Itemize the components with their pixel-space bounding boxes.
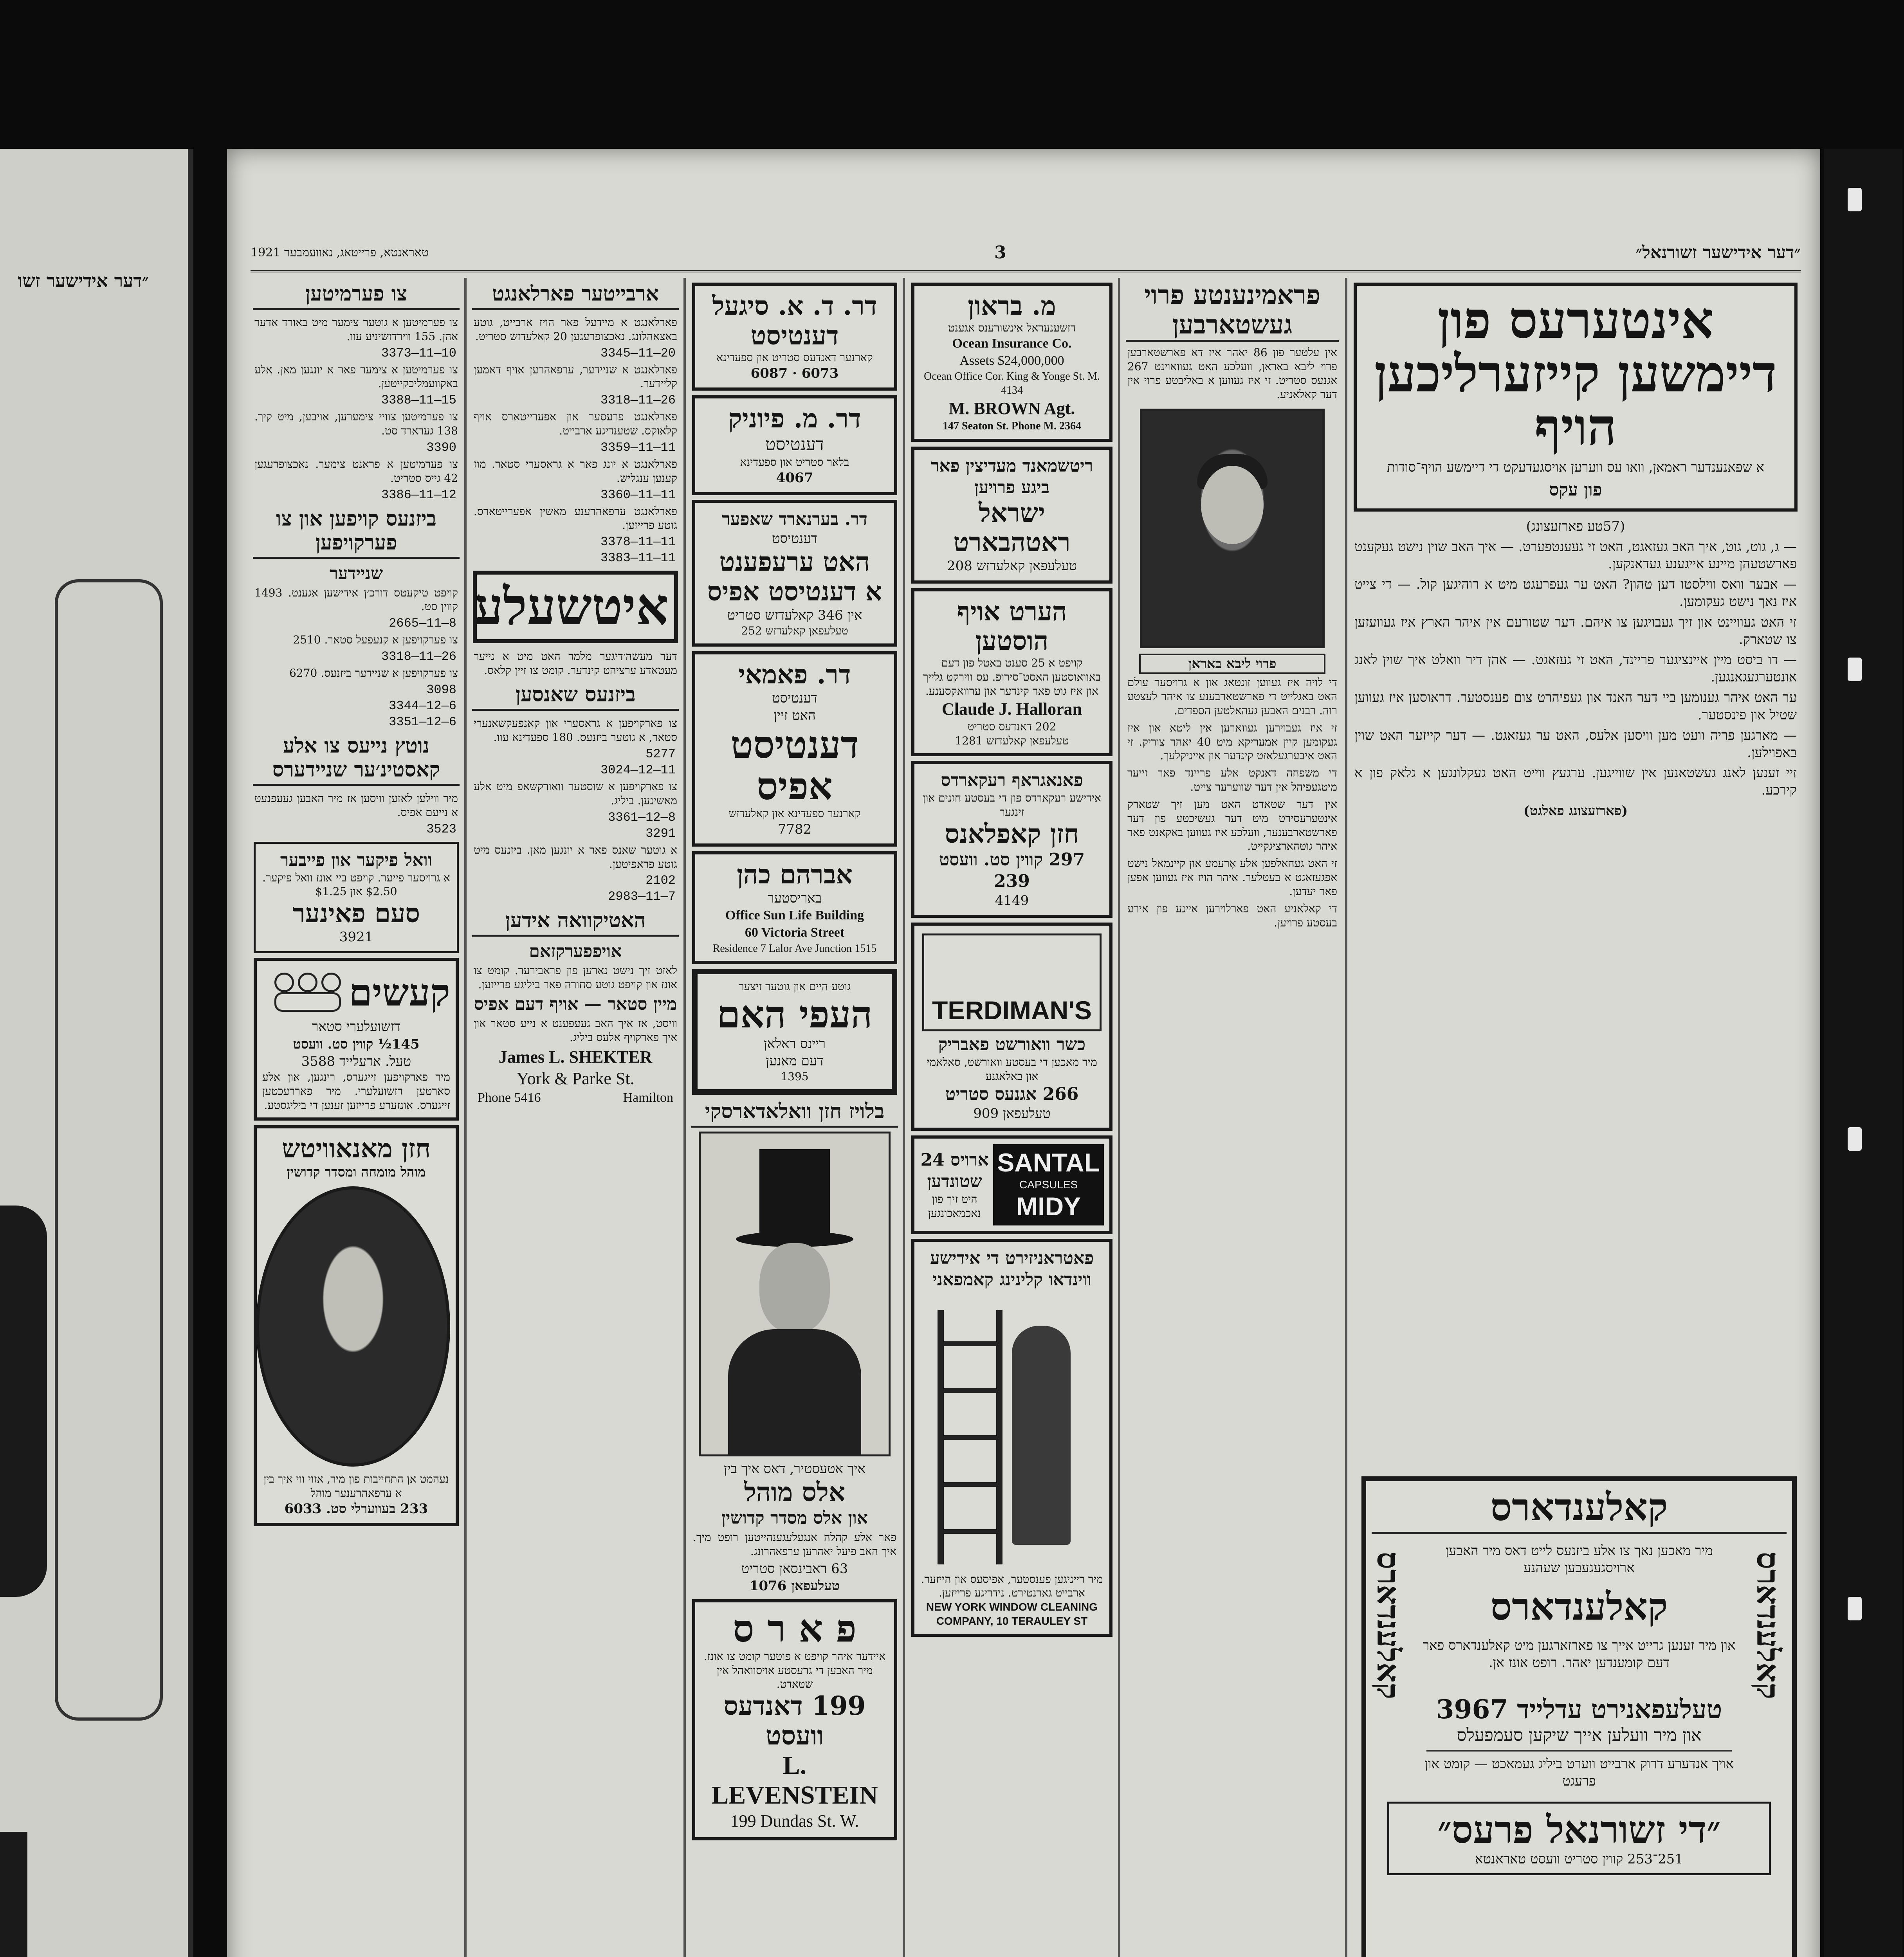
classified-code: 3378—11—11 (600, 535, 676, 550)
window-cleaner-figure (1012, 1326, 1071, 1545)
wool-code: 3921 (339, 929, 373, 945)
mohel-address: 63 ראבינסאן סטריט (741, 1561, 848, 1577)
ad-brown-assets: Assets $24,000,000 (959, 353, 1064, 368)
serial-paragraph: — מארגען פריה וועט מען וויסען אלעס, האט ער געזאגט. — דער קייזער האט שוין באפוילען. (1354, 727, 1797, 760)
classified-code: 5277 (645, 747, 676, 762)
pyoonik-name: דר. מ. פיוניק (728, 403, 861, 434)
itshele-body: דער מעשה׳דיגער מלמד האט מיט א נייער מעטאדע ערציהט קינדער. קומט צו זיין קלאס. (474, 649, 677, 677)
classified-item: פארלאנגט א שניידער, ערפאהרען אויף דאמען קליידער. (474, 363, 677, 390)
serial-to-be-continued: (פארזעצונג פאלגט) (1523, 803, 1628, 819)
classified-code: 3359—11—11 (600, 440, 676, 455)
business-title: ביזנעס קויפען און צו פערקויפען (253, 507, 460, 559)
ad-brown-line: דזשענעראל אינשורענס אגענט (948, 321, 1076, 334)
ladder-rung (938, 1529, 1000, 1534)
obituary-paragraph: די לויה איז געווען זונטאג און א גרויסער עולם האט באגלייט די פארשטארבענע צו איהר לעצטע רוה. רבנים האבען געהאלטען הספדים. (1127, 676, 1337, 717)
calendar-ad-side-text: קאלענדארס (1370, 1552, 1407, 1699)
ad-records (911, 761, 1112, 918)
ad-cough-body: קויפט א 25 סענט באטל פון דעם באוואוסטען האסט־סירופ. עס ווירקט גלייך און איז גוט פאר קינדער און ערוואקסענע. (923, 656, 1101, 697)
classified-code: 3351—12—6 (389, 714, 456, 729)
wool-title: וואל פיקער און פייבער (280, 850, 433, 870)
top-hat (759, 1149, 830, 1235)
classified-item: צו פערקויפען א שניידער ביזנעס. 6270 (289, 667, 458, 680)
ring-icon (267, 969, 345, 1016)
serial-paragraph: — ג, גוט, גוט, איך האב געזאגט, האט זי געענטפערט. — איך האב שוין נישט געקענט פארשטעהן מיינע אייגענע געדאנקען. (1354, 539, 1797, 572)
column-ads-a (908, 278, 1116, 1957)
obituary-paragraph: די קאלאניע האט פארלוירען איינע פון אירע בעסטע פרויען. (1127, 902, 1337, 929)
wool-name: סעם פאינער (292, 898, 420, 929)
serial-paragraph: זי האט געוויינט און זיך געבויגען צו איהם. דער שטורעם אין איהר הארץ איז געוועזען צו שטארק. (1354, 614, 1797, 647)
portrait-face (1201, 466, 1264, 544)
kesim-title: קעשים (349, 970, 450, 1015)
press-city: טאראנטא (1475, 1851, 1526, 1867)
column-obituary (1123, 278, 1341, 1957)
wool-body: א גרויסער פייער. קויפט ביי אונז וואל פיקער. $2.50 און $1.25 (262, 871, 450, 898)
classified-item: צו פערמיטען א פראנט צימער. נאכצופרעגען 42 גייס סטריט. (254, 457, 458, 485)
classified-item: צו פערקויפען א קנעפעל סטאר. 2510 (293, 633, 458, 647)
ad-brown-insurance (911, 283, 1112, 442)
film-right-edge (1824, 149, 1902, 1957)
chazan-address: 233 בעווערלי סט. 6033 (284, 1501, 428, 1517)
ad-cough-address: 202 דאנדעס סטריט (967, 720, 1057, 733)
obituary-portrait (1140, 409, 1325, 648)
help-wanted-title: ארבייטער פארלאנגט (472, 282, 679, 310)
ladder-rung (938, 1435, 1000, 1440)
divider (1426, 1750, 1732, 1752)
schafer-line: א דענטיסט אפיס (707, 576, 882, 607)
classified-item: צו פערמיטען א צימער פאר א יונגען מאן. אלע באקוועמליכקייטען. (254, 363, 458, 390)
obituary-paragraph: זי האט געהאלפען אלע אָרעמע און קיינמאל נישט אפגעזאגט א בעטלער. איהר הויז איז געווען אפען פאר יעדען. (1127, 857, 1337, 898)
sprocket-hole (1848, 658, 1862, 681)
masthead (251, 239, 1801, 272)
column-ads-b (689, 278, 900, 1957)
sprocket-hole (1848, 1127, 1862, 1151)
ad-richmond-title: ריטשמאנד מעדיצין פאר ביגע פרויען (930, 456, 1093, 497)
obituary-title: פראמינענטע פרוי געשטארבען (1126, 280, 1339, 342)
obituary-lead: אין עלטער פון 86 יאהר איז דא פארשטארבען פרוי ליבא באראן, וועלכע האט געוואוינט 267 אגנעס סטריט. זי איז געווען א באליבטע פרוי אין דער קאלאניע. (1127, 346, 1337, 401)
window-company: NEW YORK WINDOW CLEANING COMPANY, 10 TERAULEY ST (926, 1601, 1098, 1627)
shekter-name: James L. SHEKTER (498, 1047, 653, 1067)
ad-cough-phone: טעלעפאן קאלעדזש 1281 (955, 734, 1069, 747)
adjacent-page-frame (55, 579, 163, 1721)
classified-code: 3390 (426, 440, 456, 455)
ad-richmond-name: ישראל ראטהבארט (953, 497, 1071, 558)
ad-brown-name: מ. בראון (968, 290, 1056, 321)
classified-code: 3523 (426, 822, 456, 836)
cohen-name: אברהם כהן (737, 859, 853, 890)
classified-item: פארלאנגט א יונג פאר א גראסערי סטאר. מוז קענען ענגליש. (474, 457, 677, 485)
hatikvah-sub: אויפפערקזאם (529, 941, 622, 962)
sprocket-hole (1848, 1597, 1862, 1620)
ad-records-phone: 4149 (995, 893, 1029, 909)
shekter-address: York & Parke St. (516, 1069, 635, 1088)
obituary-paragraph: אין דער שטאדט האט מען זיך שטארק אינטערעסירט מיט דער געשיכטע פון דער פארשטארבענער, וועלכע איז געווען באקאנט פאר איהר גוטהארציגקייט. (1127, 797, 1337, 853)
furs-name: L. LEVENSTEIN (711, 1751, 878, 1809)
calendar-ad-side-text: קאלענדארס (1750, 1552, 1787, 1699)
ad-window-cleaning (911, 1239, 1112, 1637)
ad-brown-office: Ocean Office Cor. King & Yonge St. M. 4134 (924, 370, 1100, 396)
classified-code: 3360—11—11 (600, 487, 676, 502)
notice-body: מיר ווילען לאזען וויסען אז מיר האבען געעפנעט א נייעם אפיס. (254, 791, 458, 819)
classified-code: 2102 (645, 873, 676, 888)
ad-pyoonik (692, 395, 897, 495)
ad-happy-home (692, 969, 897, 1095)
column-classifieds-a (470, 278, 681, 1957)
calendar-ad-title: קאלענדארס (1372, 1487, 1787, 1534)
ladder-rung (938, 1341, 1000, 1346)
santal-hebrew: ארויס 24 שטונדען (920, 1150, 989, 1192)
for-rent-title: צו פערמיטען (253, 282, 460, 310)
mohel-name: אלס מוהל (744, 1477, 846, 1508)
ad-chazan (254, 1125, 459, 1526)
furs-body: איידער איהר קויפט א פוטער קומט צו אונז. מיר האבען די גרעסטע אויסוואהל אין שטאדט. (703, 1649, 886, 1691)
serial-paragraph: זיי זענען לאנג געשטאנען אין שווייגען. ערגעץ ווייט האט געקלונגען א גלאק פון א קירכע. (1354, 765, 1797, 798)
siegel-name: דר. ד. א. סיגעל (712, 290, 877, 321)
pyoonik-line: בלאר סטריט און ספעדינא (740, 455, 849, 469)
ad-richmond-line: טעלעפאן קאלעדזש 208 (947, 558, 1077, 574)
chazan-bottom: נעהמט אן התחייבות פון מיר, אזוי ווי איך בין א ערפאהרענער מוהל (263, 1472, 449, 1500)
serial-paragraph: — דו ביסט מיין איינציגער פריינד, האט זי געזאגט. — אהן דיר וואלט איך שוין לאנג אונטערגעגאנגען. (1354, 652, 1797, 685)
classified-code: 3386—11—12 (381, 487, 456, 502)
classified-code: 3098 (426, 682, 456, 697)
mohel-phone: טעלעפאן 1076 (749, 1578, 840, 1594)
column-rule (683, 278, 686, 1957)
classified-code: 2665—11—8 (389, 616, 456, 631)
santal-label: SANTAL (997, 1148, 1100, 1177)
serial-continued: (57טע פארזעצונג) (1526, 518, 1625, 534)
calendar-ad-heading: קאלענדארס (1490, 1584, 1668, 1629)
hatikvah-title: האטיקוואה אידען (472, 908, 679, 937)
ad-cough-title: הערט אויף הוסטען (957, 596, 1067, 656)
column-rule (903, 278, 905, 1957)
classified-item: פארלאנגט ערפאהרענע מאשין אפערייטארס. גוטע פרייזען. (474, 505, 677, 532)
ad-brown-address: 147 Seaton St. Phone M. 2364 (943, 420, 1081, 432)
adjacent-page-large-letter (0, 1206, 47, 1597)
cohen-title: באריסטער (767, 890, 822, 906)
ad-brown-company: Ocean Insurance Co. (952, 336, 1072, 351)
terdiman-phone: טעלעפאן 909 (973, 1105, 1051, 1121)
ad-terdiman (911, 923, 1112, 1131)
chazan-title: חזן מאנאוויטש (281, 1133, 431, 1164)
siegel-phone: 6073 (801, 365, 839, 381)
schafer-line: האט ערעפענט (719, 546, 870, 577)
classified-item: א גוטער שאנס פאר א יונגען מאן. ביזנעס מיט גוטע פראפיטען. (474, 843, 677, 870)
ad-siegel: דר. ד. א. סיגעל דענטיסט קארנער דאנדעס סטריט און ספעדינא 6073 · 6087 (692, 283, 897, 391)
santal-label: CAPSULES (1019, 1178, 1078, 1191)
chazan-portrait (256, 1186, 450, 1467)
happy-line: ריינס ראלאן (764, 1036, 826, 1052)
calendar-ad-line: אויך אנדערע דרוק ארבייט ווערט ביליג געמאכט — קומט און פרעגט (1424, 1756, 1734, 1789)
mohel-body: פאר אלע קהלה אנגעלעגענהייטען רופט מיך. איך האב פיעל יאהרען ערפאהרונג. (693, 1531, 896, 1558)
classified-code: 2983—11—7 (608, 889, 676, 904)
notice-title: נוטץ נייעס צו אלע קאסטינ׳ער שניידערס (253, 734, 460, 786)
calendar-ad (1361, 1476, 1797, 1957)
classified-code: 3024—12—11 (600, 763, 676, 778)
pyoonik-title: דענטיסט (765, 434, 824, 454)
window-body: מיר רייניגען פענסטער, אפיסעס און הייזער. ארבייט גארנטירט. נידריגע פרייזען. (921, 1572, 1103, 1600)
cohen-office: Office Sun Life Building (725, 908, 864, 923)
happy-line: דעם מאנען (766, 1053, 824, 1069)
itshele-box (473, 571, 678, 643)
column-serial-story (1350, 278, 1801, 1957)
paper-name: ״דער אידישער זשורנאל״ (1635, 243, 1801, 263)
ladder-man-illustration (926, 1294, 1098, 1568)
ad-records-line: אידישע רעקארדס פון די בעסטע חזנים און זינגער (923, 791, 1101, 819)
hatikvah-body: לאזט זיך נישט נארען פון פראבירער. קומט צו אונז און קויפט גוטע סחורה פאר ביליגע פרייזען. (474, 964, 677, 991)
classified-code: 3388—11—15 (381, 393, 456, 408)
ad-santal (911, 1135, 1112, 1234)
classified-code: 3344—12—6 (389, 698, 456, 713)
classified-item: צו פערמיטען א גוטער צימער מיט באורד אדער אהן. 155 ווירדזשיניע עוו. (254, 316, 458, 343)
ad-furs (692, 1599, 897, 1840)
portrait-head (759, 1243, 830, 1333)
volodarsky-portrait (699, 1132, 891, 1456)
happy-line: גוטע היים און גוטער זיצער (738, 980, 851, 993)
terdiman-address: 266 אגנעס סטריט (945, 1084, 1079, 1104)
mohel-sub: און אלס מסדר קדושין (721, 1508, 868, 1528)
santal-sub: היט זיך פון נאכמאכונגען (928, 1193, 981, 1220)
adjacent-page-bar (0, 1832, 27, 1957)
adjacent-page-header: ״דער אידישער זשו (18, 270, 149, 291)
column-rule (464, 278, 467, 1957)
siegel-title: דענטיסט (750, 320, 839, 351)
ad-records-address: 297 קווין סט. וועסט (939, 850, 1085, 870)
pomo-phone: 7782 (777, 821, 812, 837)
ad-records-number: 239 (994, 871, 1030, 892)
furs-name-address: 199 Dundas St. W. (730, 1811, 859, 1831)
newspaper-page (227, 149, 1820, 1957)
schafer-line: אין 346 קאלעדזש סטריט (727, 607, 862, 623)
shekter-body: וויסט, אז איך האב געעפענט א נייע סטאר און איך פארקויף אלעס ביליג. (474, 1017, 677, 1044)
pomo-heading: דענטיסט אפיס (730, 722, 859, 808)
kesim-address: 145½ קווין סט. וועסט (293, 1036, 420, 1052)
sprocket-hole (1848, 188, 1862, 211)
classified-item: פארלאנגט א מיידעל פאר הויז ארבייט, גוטע באצאהלונג. נאכצופרעגען 20 קאלעדזש סטריט. (474, 316, 677, 343)
obituary-paragraph: זי איז געבוירען געווארען אין ליטא און איז געקומען קיין אמעריקא מיט 40 יאהר צוריק. זי האט איבערגעלאזט קינדער און אייניקלעך. (1127, 721, 1338, 762)
classified-item: פארלאנגט פרעסער און אפערייטארס אויף קלאוקס. שטענדיגע ארבייט. (474, 410, 677, 438)
mohel-title: איך אטעסטיר, דאס איך בין (724, 1461, 865, 1477)
column-rule (1118, 278, 1120, 1957)
adjacent-page-left (0, 149, 193, 1957)
furs-address: 199 דאנדעס וועסט (723, 1690, 866, 1751)
serial-byline: פון עקס (1549, 479, 1602, 500)
classified-code: 3318—11—26 (381, 649, 456, 664)
terdiman-line: כשר וואורשט פאבריק (938, 1034, 1086, 1055)
ad-schafer (692, 500, 897, 647)
ad-cough (911, 588, 1112, 757)
serial-paragraph: ער האט איהר גענומען ביי דער האנד און געפיהרט צום פענסטער. דראוסען איז געווען שטיל און פינסטער. (1354, 690, 1797, 723)
serial-subtitle: א שפאנענדער ראמאן, וואו עס ווערען אויסגעדעקט די דיימשע הויף־סודות (1387, 459, 1764, 475)
siegel-phone: 6087 (750, 365, 788, 381)
classified-code: 3345—11—20 (600, 346, 676, 360)
calendar-ad-phone: 3967 (1436, 1694, 1508, 1725)
furs-title: פ א ר ס (733, 1606, 856, 1651)
classified-code: 3291 (645, 826, 676, 841)
ladder-rung (938, 1388, 1000, 1393)
terdiman-line: מיר מאכען די בעסטע וואורשט, סאלאמי און באלאגנע (927, 1056, 1097, 1083)
business-opportunities-title: ביזנעס שאנסען (472, 683, 679, 711)
pomo-line: האט זיין (774, 707, 816, 723)
classified-code: 3383—11—11 (600, 551, 676, 566)
schafer-title: דענטיסט (772, 530, 817, 546)
classified-code: 3373—11—10 (381, 346, 456, 360)
ad-kesim (254, 958, 459, 1121)
schafer-phone: טעלעפאן קאלעדזש 252 (741, 624, 848, 637)
kesim-body: מיר פארקויפען זייגערס, רינגען, און אלע סארטען דזשועלערי. מיר פאררעכטען זייגערס. אונזערע פרייזען זענען די ביליגסטע. (262, 1070, 450, 1112)
ad-cohen (692, 851, 897, 964)
ad-wool (254, 842, 459, 953)
window-title: פאטראניזירט די אידישע ווינדאו קלינינג קאמפאני (930, 1248, 1094, 1290)
page-number: 3 (994, 243, 1006, 263)
shekter-phone: Phone 5416 (478, 1090, 541, 1105)
ad-pomo (692, 651, 897, 847)
ladder-rung (938, 1482, 1000, 1487)
classified-item: קויפט טיקעטס דורכ׳ן אידישען אגענט. 1493 קווין סט. (254, 586, 458, 613)
portrait-body (728, 1329, 861, 1454)
cohen-street: 60 Victoria Street (745, 925, 845, 940)
serial-title-box (1354, 283, 1798, 512)
classified-code: 3318—11—26 (600, 393, 676, 408)
schafer-name: דר. בערנארד שאפער (722, 509, 867, 529)
cohen-residence: Residence 7 Lalor Ave Junction 1515 (712, 942, 877, 955)
classified-code: 3361—12—8 (608, 810, 676, 825)
ad-records-title: פאנאגראף רעקארדס (941, 770, 1083, 791)
calendar-ad-line: און מיר וועלען אייך שיקען סעמפעלס (1457, 1725, 1702, 1745)
portrait-caption: פרוי ליבא באראן (1139, 654, 1325, 674)
column-rule (1345, 278, 1347, 1957)
business-sub: שניידער (329, 563, 383, 584)
ad-richmond (911, 447, 1112, 584)
kesim-sub: דזשועלערי סטאר (312, 1019, 401, 1035)
ad-brown-agent: M. BROWN Agt. (948, 398, 1075, 418)
siegel-line: קארנער דאנדעס סטריט און ספעדינא (716, 351, 873, 364)
press-name: ״די זשורנאל פרעס״ (1437, 1807, 1721, 1852)
serial-title: אינטערעס פון דיימשען קייזערליכען הויף (1374, 290, 1777, 457)
press-address: 251־253 קווין סטריט וועסט (1530, 1851, 1683, 1867)
classified-item: צו פערמיטען צוויי צימערען, אויבען, מיט קיך. 138 גערארד סט. (254, 410, 458, 438)
calendar-ad-line: און מיר זענען גרייט אייך צו פארזארגען מיט קאלענדארס פאר דעם קומענדען יאהר. רופט אונז אן. (1423, 1637, 1736, 1670)
pomo-title: דענטיסט (772, 690, 817, 706)
chazan-sub: מוהל מומחה ומסדר קדושין (287, 1164, 426, 1180)
ad-records-name: חזן קאפלאנס (945, 818, 1079, 849)
obituary-paragraph: די משפחה דאנקט אלע פריינד פאר זייער מיטגעפיהל אין דער שווערער צייט. (1127, 766, 1337, 794)
date-line: טאראנטא, פרייטאג, נאוועמבער 1921 (251, 246, 429, 259)
pomo-line: קארנער ספעדינא און קאלעדזש (728, 807, 861, 820)
itshele-title: איטשעלע (474, 577, 669, 637)
ad-cough-name: Claude J. Halloran (941, 699, 1082, 719)
volodarsky-title: בלויז חזן וואלאדארסקי (691, 1099, 898, 1128)
kesim-phone: טעל. אדעלייד 3588 (301, 1053, 411, 1069)
serial-paragraph: — אבער וואס ווילסטו דען טהון? האט ער געפרעגט מיט א רוהיגען קול. — די צייט איז נאך נישט געקומען. (1354, 577, 1797, 610)
terdiman-illustration (922, 933, 1102, 1031)
calendar-ad-phone-label: טעלעפאנירט עדלייד (1517, 1694, 1722, 1725)
hatikvah-bold: מיין סטאר — אויף דעם אפיס (474, 994, 677, 1015)
classified-item: צו פארקויפען א שוסטער וואורקשאפ מיט אלע מאשינען. ביליג. (474, 780, 677, 807)
pomo-name: דר. פאמאי (738, 659, 851, 690)
terdiman-label: TERDIMAN'S (932, 996, 1092, 1025)
column-classifieds-b (251, 278, 462, 1957)
classified-item: צו פארקויפען א גראסערי און קאנפעקשאנערי סטאר, א גוטער ביזנעס. 180 ספעדינא עוו. (474, 717, 677, 744)
happy-title: העפי האם (717, 992, 873, 1037)
happy-phone: 1395 (781, 1070, 809, 1083)
calendar-ad-line: מיר מאכען נאך צו אלע ביזנעס לייט דאס מיר האבען ארויסגעגעבען שעהנע (1445, 1543, 1713, 1576)
pyoonik-phone: 4067 (776, 470, 813, 486)
shekter-city: Hamilton (623, 1090, 673, 1105)
santal-label: MIDY (1016, 1191, 1081, 1221)
